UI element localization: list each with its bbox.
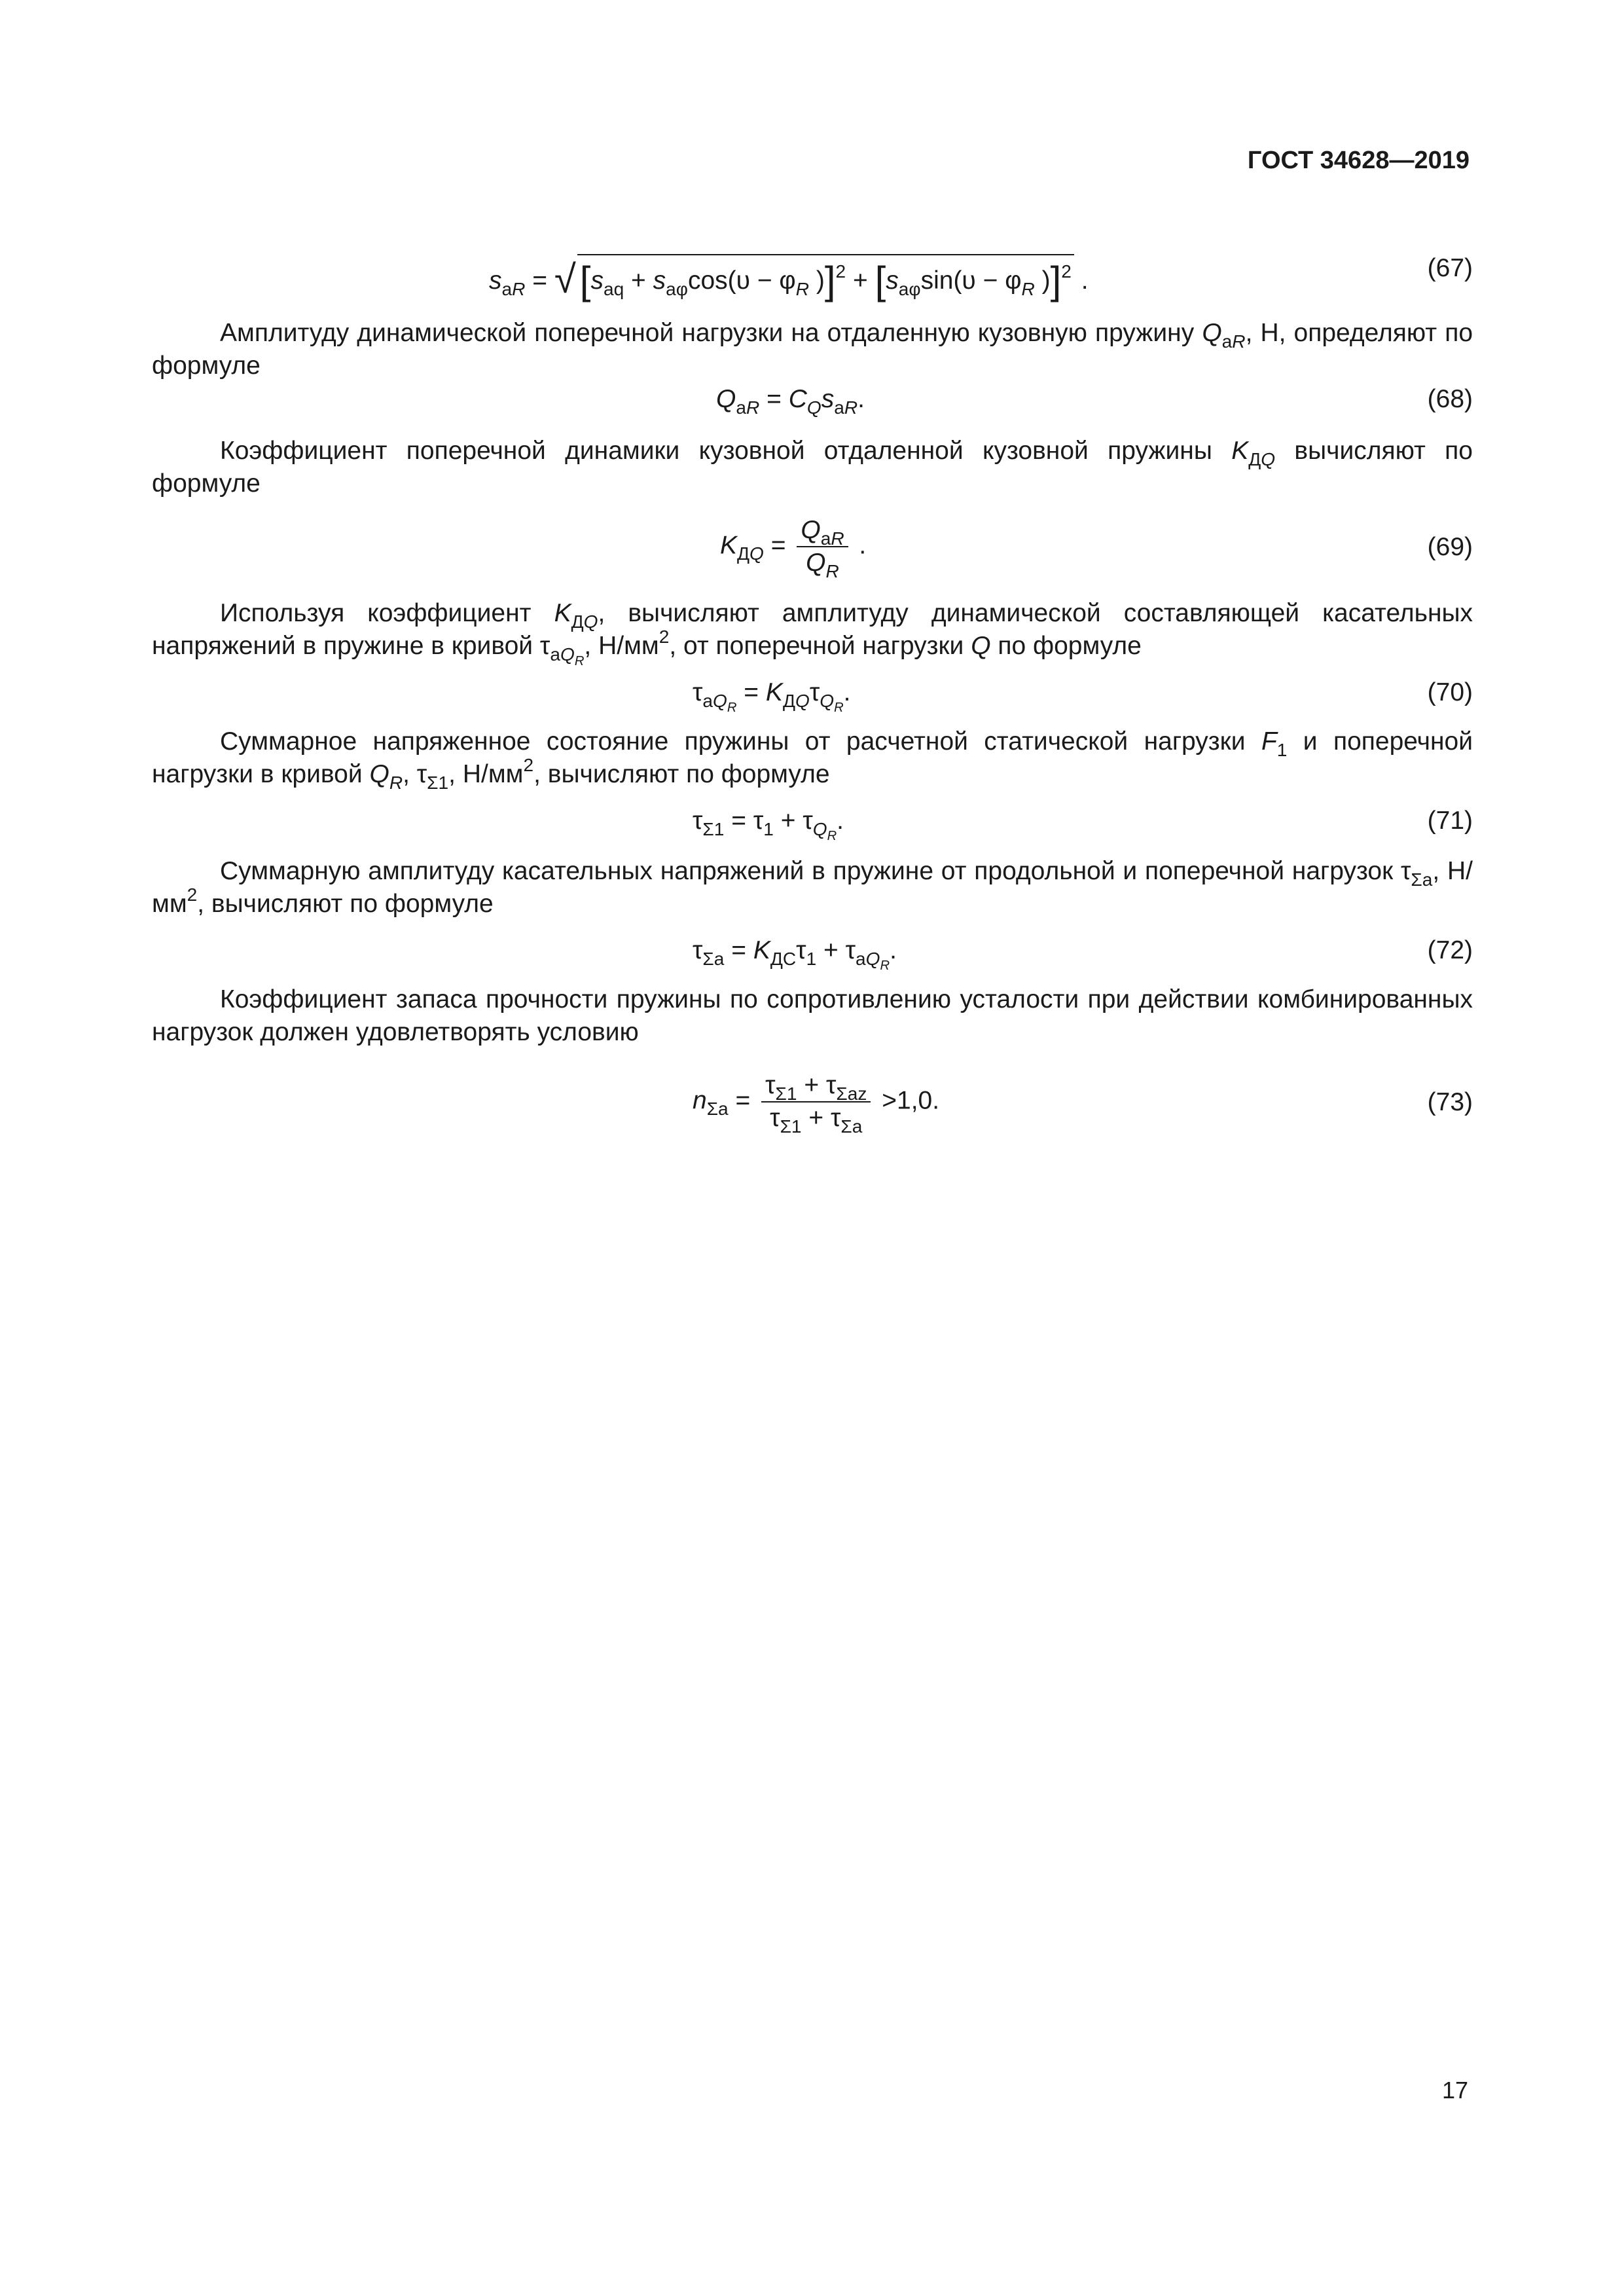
formula-72: $\tau_{\Sigma a} = K_{ДС}\tau_1 + \tau_{aQ_R}$.	[693, 936, 897, 973]
paragraph: Коэффициент поперечной динамики кузовной отдаленной кузовной пружины $K_{ДQ}$ вычисляют по формуле	[152, 437, 1473, 498]
equation-68	[152, 385, 1473, 437]
equation-number: (68)	[1427, 385, 1473, 413]
equation-71	[152, 807, 1473, 859]
page-number: 17	[1441, 2077, 1468, 2104]
paragraph: Амплитуду динамической поперечной нагрузки на отдаленную кузовную пружину $Q_{aR}$, Н, определяют по формуле	[152, 319, 1473, 380]
formula-67: $s_{aR}$ = √ [$s_{aq} + s_{a\varphi}\cos(\upsilon - \varphi_R$ )]$^2 + [s_{a\varphi}\sin(\upsilon - \varphi_R$ )]$^2$ .	[489, 254, 1089, 303]
equation-number: (71)	[1427, 807, 1473, 835]
equation-number: (72)	[1427, 936, 1473, 964]
document-header: ГОСТ 34628—2019	[1247, 147, 1470, 174]
formula-70: $\tau_{aQ_R} = K_{ДQ}\tau_{Q_R}$.	[693, 678, 851, 715]
paragraph: Суммарную амплитуду касательных напряжений в пружине от продольной и поперечной нагрузок $\tau_{\Sigma a}$, $Н/мм^2$, вычисляют по формуле	[152, 857, 1473, 918]
paragraph: Суммарное напряженное состояние пружины от расчетной статической нагрузки $F_1$ и поперечной нагрузки в кривой $Q_R$, $\tau_{\Sigma 1}$, $Н/мм^2$, вычисляют по формуле	[152, 727, 1473, 793]
equation-number: (69)	[1427, 533, 1473, 561]
formula-71: $\tau_{\Sigma 1} = \tau_1 + \tau_{Q_R}$.	[693, 807, 844, 843]
equation-73	[152, 1070, 1473, 1148]
formula-73: $n_{\Sigma a}$ = $\frac{\tau_{\Sigma 1} + \tau_{\Sigma az}}{\tau_{\Sigma 1} + \tau_{\Sigma a}}$ >1,0.	[693, 1071, 940, 1137]
formula-68: $Q_{aR} = C_Qs_{aR}$.	[716, 385, 865, 418]
equation-number: (70)	[1427, 678, 1473, 706]
paragraph: Используя коэффициент $K_{ДQ}$, вычисляют амплитуду динамической составляющей касательных напряжений в пружине в кривой $\tau_{aQ_R}$, $Н/мм^2$, от поперечной нагрузки Q по формуле	[152, 599, 1473, 668]
equation-70	[152, 678, 1473, 731]
equation-number: (73)	[1427, 1088, 1473, 1116]
equation-number: (67)	[1427, 254, 1473, 282]
equation-72	[152, 936, 1473, 989]
paragraph: Коэффициент запаса прочности пружины по сопротивлению усталости при действии комбинированных нагрузок должен удовлетворять условию	[152, 985, 1473, 1046]
equation-69	[152, 515, 1473, 593]
equation-67	[152, 254, 1473, 306]
formula-69: $K_{ДQ}$ = $\frac{Q_{aR}}{Q_R}$ .	[720, 516, 867, 581]
